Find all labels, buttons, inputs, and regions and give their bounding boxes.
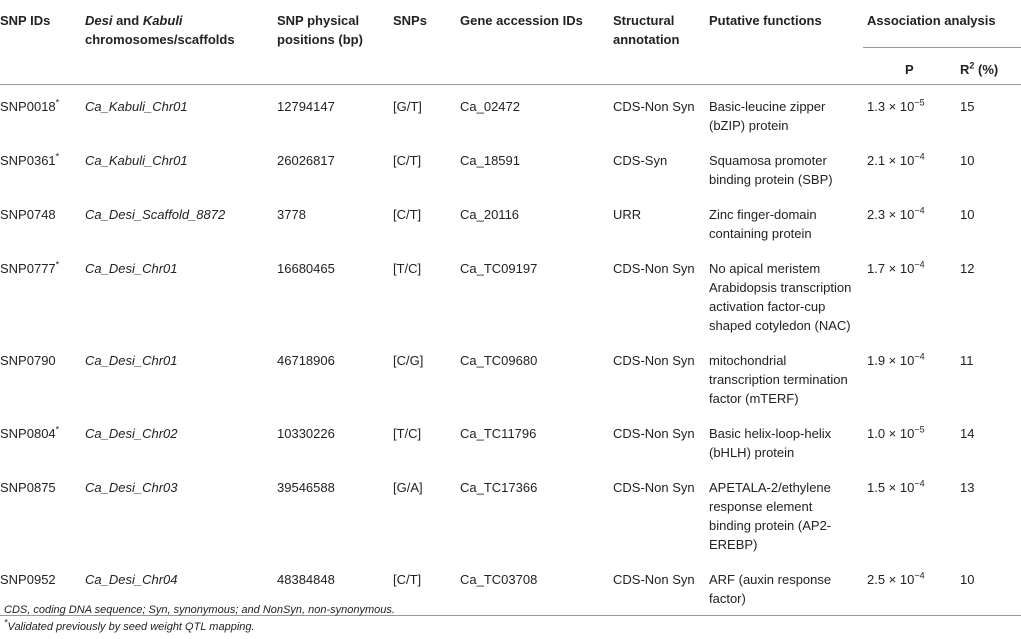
cell-function: APETALA-2/ethylene response element binding protein (AP2-EREBP) <box>709 480 832 552</box>
cell-gene-id: Ca_TC11796 <box>460 426 537 441</box>
cell-p-value: $1.3 \times 10^{-5}$ <box>867 97 925 114</box>
cell-position: 16680465 <box>277 261 335 276</box>
cell-snp-id: SNP0790 <box>0 353 56 368</box>
cell-annotation: URR <box>613 207 642 222</box>
cell-p-value: $1.7 \times 10^{-4}$ <box>867 259 925 276</box>
table-row <box>0 467 1021 559</box>
cell-position: 39546588 <box>277 480 335 495</box>
cell-p-value: $1.9 \times 10^{-4}$ <box>867 351 925 368</box>
header-snps: SNPs <box>393 0 460 85</box>
cell-r2: 10 <box>960 559 1021 616</box>
footnote-validated: *Validated previously by seed weight QTL mapping. <box>4 617 255 633</box>
cell-snp-id: SNP0748 <box>0 207 56 222</box>
header-r2: $R^2$ (%) <box>960 48 1021 85</box>
cell-gene-id: Ca_20116 <box>460 207 520 222</box>
cell-annotation: CDS-Non Syn <box>613 480 695 495</box>
cell-p-value: $1.5 \times 10^{-4}$ <box>867 478 925 495</box>
cell-chromosome: Ca_Kabuli_Chr01 <box>85 99 188 114</box>
cell-snp-id: SNP0875 <box>0 480 56 495</box>
cell-p-value: $2.5 \times 10^{-4}$ <box>863 559 960 616</box>
cell-chromosome: Ca_Desi_Chr04 <box>85 559 277 616</box>
cell-position: 12794147 <box>277 99 335 114</box>
cell-position: 3778 <box>277 207 306 222</box>
cell-chromosome: Ca_Desi_Chr03 <box>85 480 178 495</box>
table-row <box>0 140 1021 194</box>
cell-annotation: CDS-Non Syn <box>613 426 695 441</box>
cell-p-value: $1.0 \times 10^{-5}$ <box>867 424 925 441</box>
header-structural-annotation: Structural annotation <box>613 0 709 85</box>
table-row <box>0 413 1021 467</box>
cell-annotation: CDS-Non Syn <box>613 353 695 368</box>
cell-function: mitochondrial transcription termination factor (mTERF) <box>709 353 848 406</box>
cell-snp-id: SNP0361* <box>0 151 60 168</box>
cell-r2: 14 <box>960 426 975 441</box>
cell-snp-id: SNP0018* <box>0 97 60 114</box>
header-association-analysis: Association analysis <box>863 0 1021 48</box>
cell-snp: [C/G] <box>393 353 424 368</box>
cell-r2: 10 <box>960 153 975 168</box>
cell-annotation: CDS-Syn <box>613 153 668 168</box>
cell-chromosome: Ca_Desi_Chr01 <box>85 353 178 368</box>
cell-r2: 11 <box>960 353 974 368</box>
cell-snp-id: SNP0804* <box>0 424 60 441</box>
cell-function: No apical meristem Arabidopsis transcription activation factor-cup shaped cotyledon (NAC) <box>709 261 852 333</box>
table-row <box>0 340 1021 413</box>
cell-snp-id: SNP0777* <box>0 259 60 276</box>
cell-chromosome: Ca_Desi_Chr01 <box>85 261 178 276</box>
header-positions: SNP physical positions (bp) <box>277 0 393 85</box>
cell-function: Basic-leucine zipper (bZIP) protein <box>709 99 826 133</box>
header-gene-ids: Gene accession IDs <box>460 0 613 85</box>
cell-position: 10330226 <box>277 426 335 441</box>
cell-r2: 10 <box>960 207 975 222</box>
header-snp-ids: SNP IDs <box>0 0 85 85</box>
cell-snp: [C/T] <box>393 559 460 616</box>
cell-gene-id: Ca_TC17366 <box>460 480 538 495</box>
cell-gene-id: Ca_TC09680 <box>460 353 538 368</box>
cell-snp: [C/T] <box>393 153 422 168</box>
cell-snp: [G/T] <box>393 99 422 114</box>
cell-r2: 12 <box>960 261 975 276</box>
cell-position: 48384848 <box>277 559 393 616</box>
cell-position: 26026817 <box>277 153 335 168</box>
cell-annotation: CDS-Non Syn <box>613 99 695 114</box>
cell-r2: 13 <box>960 480 975 495</box>
cell-gene-id: Ca_18591 <box>460 153 520 168</box>
cell-function: Basic helix-loop-helix (bHLH) protein <box>709 426 832 460</box>
cell-gene-id: Ca_02472 <box>460 99 520 114</box>
cell-function: Squamosa promoter binding protein (SBP) <box>709 153 833 187</box>
cell-chromosome: Ca_Kabuli_Chr01 <box>85 153 188 168</box>
header-putative-functions: Putative functions <box>709 0 863 85</box>
table-row <box>0 194 1021 248</box>
cell-p-value: $2.1 \times 10^{-4}$ <box>867 151 925 168</box>
header-p: P <box>863 48 960 85</box>
cell-snp: [T/C] <box>393 426 422 441</box>
table-row <box>0 85 1021 141</box>
cell-r2: 15 <box>960 99 975 114</box>
cell-snp-id: SNP0952 <box>0 559 85 616</box>
cell-chromosome: Ca_Desi_Chr02 <box>85 426 178 441</box>
cell-snp: [T/C] <box>393 261 422 276</box>
table-row <box>0 248 1021 340</box>
cell-gene-id: Ca_TC03708 <box>460 559 613 616</box>
cell-chromosome: Ca_Desi_Scaffold_8872 <box>85 207 226 222</box>
cell-annotation: CDS-Non Syn <box>613 559 709 616</box>
cell-snp: [C/T] <box>393 207 422 222</box>
cell-position: 46718906 <box>277 353 335 368</box>
cell-function: Zinc finger-domain containing protein <box>709 207 817 241</box>
cell-function: ARF (auxin response factor) <box>709 559 863 616</box>
cell-gene-id: Ca_TC09197 <box>460 261 538 276</box>
cell-p-value: $2.3 \times 10^{-4}$ <box>867 205 925 222</box>
cell-annotation: CDS-Non Syn <box>613 261 695 276</box>
header-chromosomes: Desi and Kabuli chromosomes/scaffolds <box>85 0 277 85</box>
footnote-abbreviations: CDS, coding DNA sequence; Syn, synonymous; and NonSyn, non-synonymous. <box>4 604 395 616</box>
cell-snp: [G/A] <box>393 480 423 495</box>
